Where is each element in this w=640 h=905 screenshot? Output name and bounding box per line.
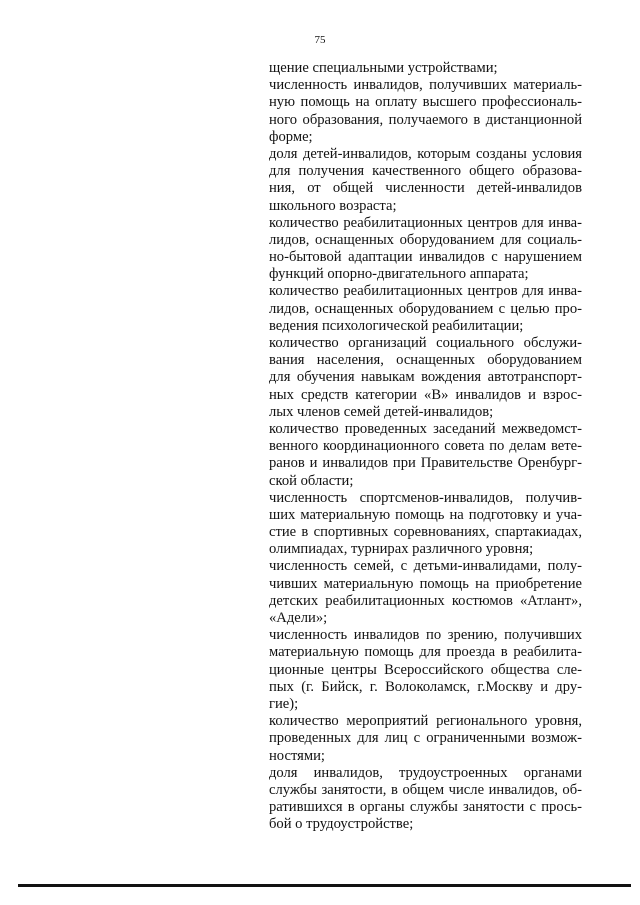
page-number: 75 xyxy=(314,34,326,46)
document-text-column xyxy=(269,60,582,833)
text-line: гие); xyxy=(269,695,299,712)
text-line: численность семей, с детьми-инвалидами, полу- xyxy=(269,558,582,575)
text-line: количество реабилитационных центров для инва- xyxy=(269,283,582,300)
text-line: олимпиадах, турнирах различного уровня; xyxy=(269,541,534,558)
text-line: но-бытовой адаптации инвалидов с нарушением xyxy=(269,249,582,266)
text-line: ностями; xyxy=(269,747,325,764)
text-line: доля инвалидов, трудоустроенных органами xyxy=(269,764,582,781)
text-line: вания населения, оснащенных оборудованием xyxy=(269,352,582,369)
text-line: для получения качественного общего образова- xyxy=(269,163,582,180)
text-line: количество организаций социального обслужи- xyxy=(269,335,582,351)
text-line: форме; xyxy=(269,128,313,145)
text-line: проведенных для лиц с ограниченными возмож- xyxy=(269,730,582,747)
text-line: лидов, оснащенных оборудованием для социаль- xyxy=(269,231,582,248)
text-line: материальную помощь для проезда в реабилита- xyxy=(269,644,582,661)
text-line: численность спортсменов-инвалидов, получив- xyxy=(269,489,582,506)
text-line: численность инвалидов по зрению, получивших xyxy=(269,627,582,644)
text-line: количество реабилитационных центров для инва- xyxy=(269,214,582,231)
text-line: ранов и инвалидов при Правительстве Оренбург- xyxy=(269,455,582,472)
text-line: пых (г. Бийск, г. Волоколамск, г.Москву и дру- xyxy=(269,678,582,695)
text-line: лидов, оснащенных оборудованием с целью про- xyxy=(269,300,582,317)
text-line: ской области; xyxy=(269,472,354,489)
text-line: ния, от общей численности детей-инвалидов xyxy=(269,180,582,197)
text-line: чивших материальную помощь на приобретение xyxy=(269,575,582,592)
text-line: бой о трудоустройстве; xyxy=(269,816,414,833)
text-line: стие в спортивных соревнованиях, спартакиадах, xyxy=(269,524,582,541)
text-line: ратившихся в органы службы занятости с прось- xyxy=(269,799,582,816)
text-line: функций опорно-двигательного аппарата; xyxy=(269,266,529,283)
text-line: службы занятости, в общем числе инвалидов, об- xyxy=(269,781,582,798)
text-line: венного координационного совета по делам вете- xyxy=(269,438,582,455)
bottom-rule xyxy=(18,884,631,887)
text-line: щение специальными устройствами; xyxy=(269,60,498,76)
text-line: доля детей-инвалидов, которым созданы условия xyxy=(269,145,582,162)
text-line: лых членов семей детей-инвалидов; xyxy=(269,403,494,420)
text-line: количество проведенных заседаний межведомст- xyxy=(269,420,582,437)
text-line: количество мероприятий регионального уровня, xyxy=(269,713,582,730)
text-line: ных средств категории «В» инвалидов и взрос- xyxy=(269,386,582,403)
text-line: ших материальную помощь на подготовку и уча- xyxy=(269,506,582,523)
text-line: для обучения навыкам вождения автотранспорт- xyxy=(269,369,582,386)
text-line: ционные центры Всероссийского общества сле- xyxy=(269,661,582,678)
text-line: ведения психологической реабилитации; xyxy=(269,317,524,334)
text-line: численность инвалидов, получивших материаль- xyxy=(269,77,582,94)
text-line: ного образования, получаемого в дистанционной xyxy=(269,111,582,128)
text-line: «Адели»; xyxy=(269,610,328,626)
text-line: детских реабилитационных костюмов «Атлант», xyxy=(269,592,582,609)
text-line: ную помощь на оплату высшего профессиональ- xyxy=(269,94,582,111)
text-line: школьного возраста; xyxy=(269,197,397,214)
